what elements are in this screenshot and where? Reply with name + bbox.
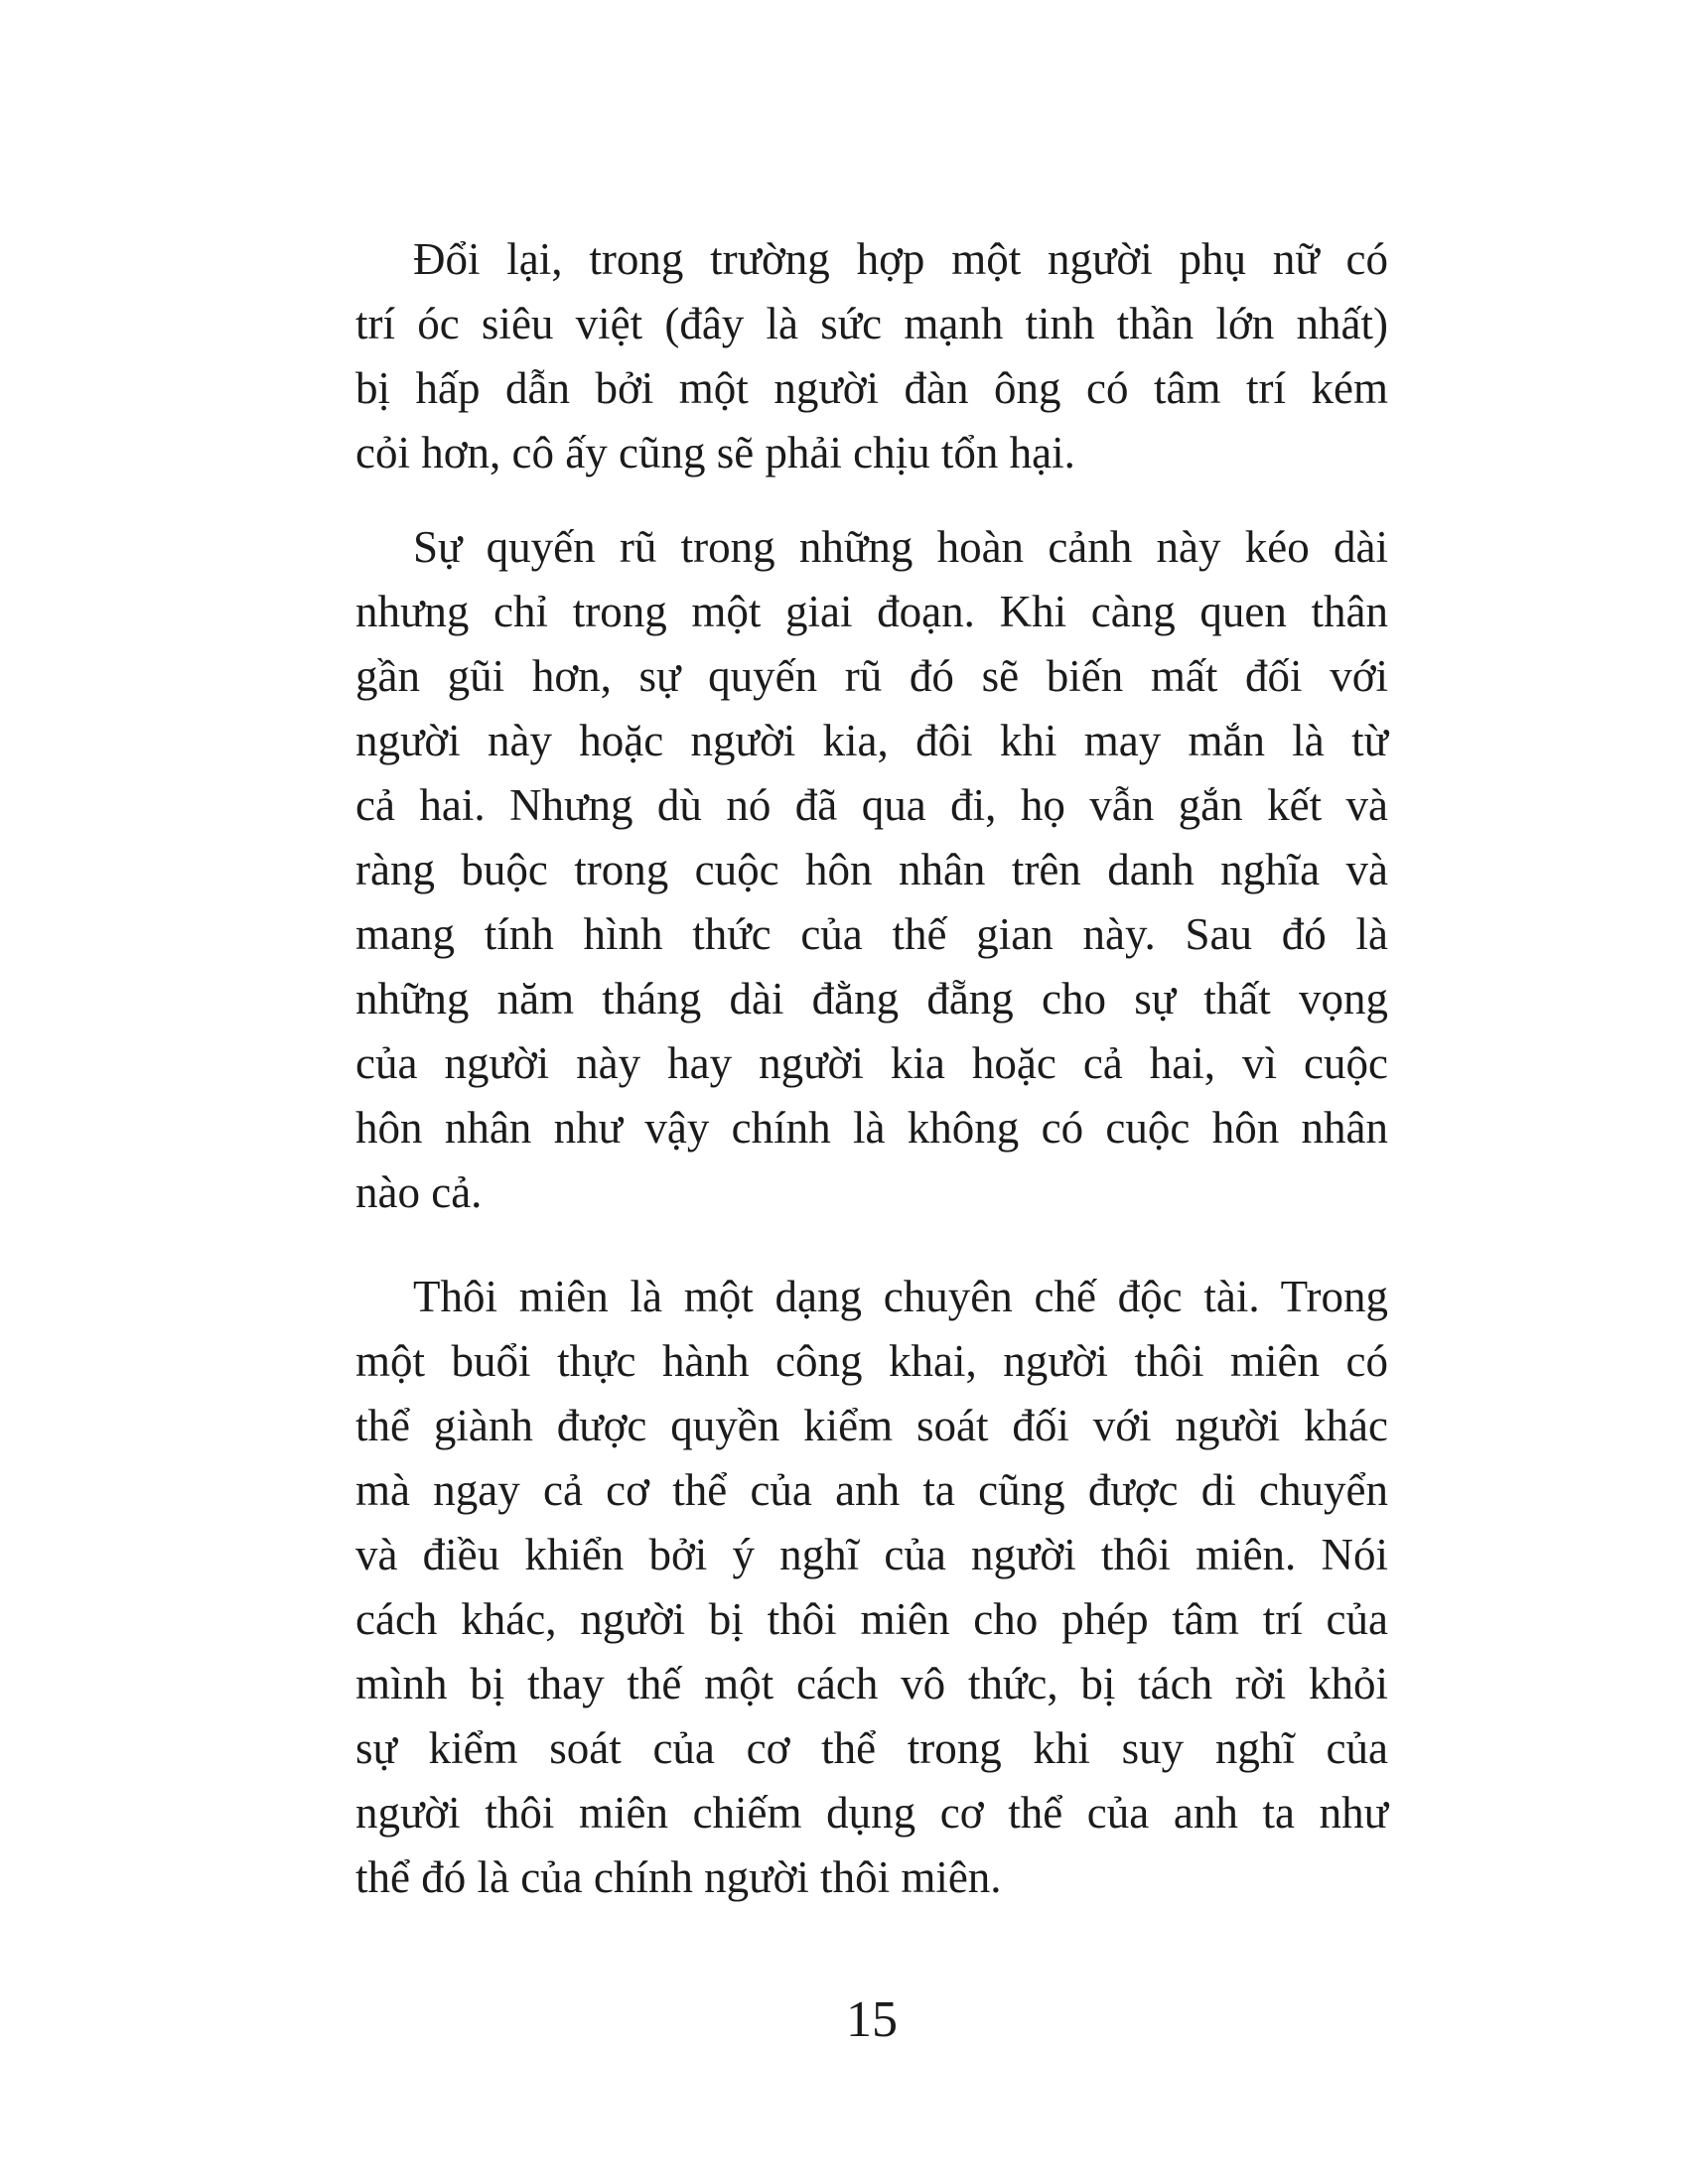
text-line: nào cả.: [355, 1167, 483, 1217]
text-line: Đổi lại, trong trường hợp một người phụ nữ có: [413, 234, 1388, 284]
text-line: gần gũi hơn, sự quyến rũ đó sẽ biến mất đối với: [355, 651, 1388, 701]
book-page: [355, 227, 1388, 2052]
text-line: thể đó là của chính người thôi miên.: [355, 1852, 1002, 1902]
paragraph: [355, 515, 1388, 1225]
text-line: ràng buộc trong cuộc hôn nhân trên danh nghĩa và: [355, 845, 1388, 894]
text-line: trí óc siêu việt (đây là sức mạnh tinh thần lớn nhất): [355, 299, 1388, 348]
text-line: cách khác, người bị thôi miên cho phép tâm trí của: [355, 1594, 1388, 1644]
text-line: hôn nhân như vậy chính là không có cuộc hôn nhân: [355, 1103, 1388, 1153]
text-line: những năm tháng dài đằng đẵng cho sự thất vọng: [355, 974, 1388, 1024]
text-line: người thôi miên chiếm dụng cơ thể của anh ta như: [355, 1788, 1388, 1838]
text-line: mà ngay cả cơ thể của anh ta cũng được di chuyển: [355, 1465, 1388, 1515]
text-line: mình bị thay thế một cách vô thức, bị tách rời khỏi: [355, 1659, 1388, 1708]
text-line: nhưng chỉ trong một giai đoạn. Khi càng quen thân: [355, 587, 1388, 636]
paragraph: [355, 1265, 1388, 1910]
paragraph: [355, 227, 1388, 485]
text-line: và điều khiển bởi ý nghĩ của người thôi miên. Nói: [355, 1530, 1388, 1579]
text-line: sự kiểm soát của cơ thể trong khi suy nghĩ của: [355, 1723, 1388, 1773]
text-line: bị hấp dẫn bởi một người đàn ông có tâm trí kém: [355, 363, 1388, 413]
text-line: Sự quyến rũ trong những hoàn cảnh này kéo dài: [413, 522, 1388, 572]
text-line: thể giành được quyền kiểm soát đối với người khác: [355, 1401, 1388, 1450]
text-line: cỏi hơn, cô ấy cũng sẽ phải chịu tổn hại.: [355, 428, 1075, 478]
text-line: một buổi thực hành công khai, người thôi miên có: [355, 1336, 1388, 1386]
text-line: Thôi miên là một dạng chuyên chế độc tài. Trong: [413, 1272, 1388, 1321]
text-line: của người này hay người kia hoặc cả hai, vì cuộc: [355, 1038, 1388, 1088]
page-number: 15: [846, 1991, 898, 2048]
text-line: cả hai. Nhưng dù nó đã qua đi, họ vẫn gắn kết và: [355, 780, 1388, 830]
text-line: người này hoặc người kia, đôi khi may mắn là từ: [355, 716, 1388, 765]
text-line: mang tính hình thức của thế gian này. Sau đó là: [355, 909, 1388, 959]
